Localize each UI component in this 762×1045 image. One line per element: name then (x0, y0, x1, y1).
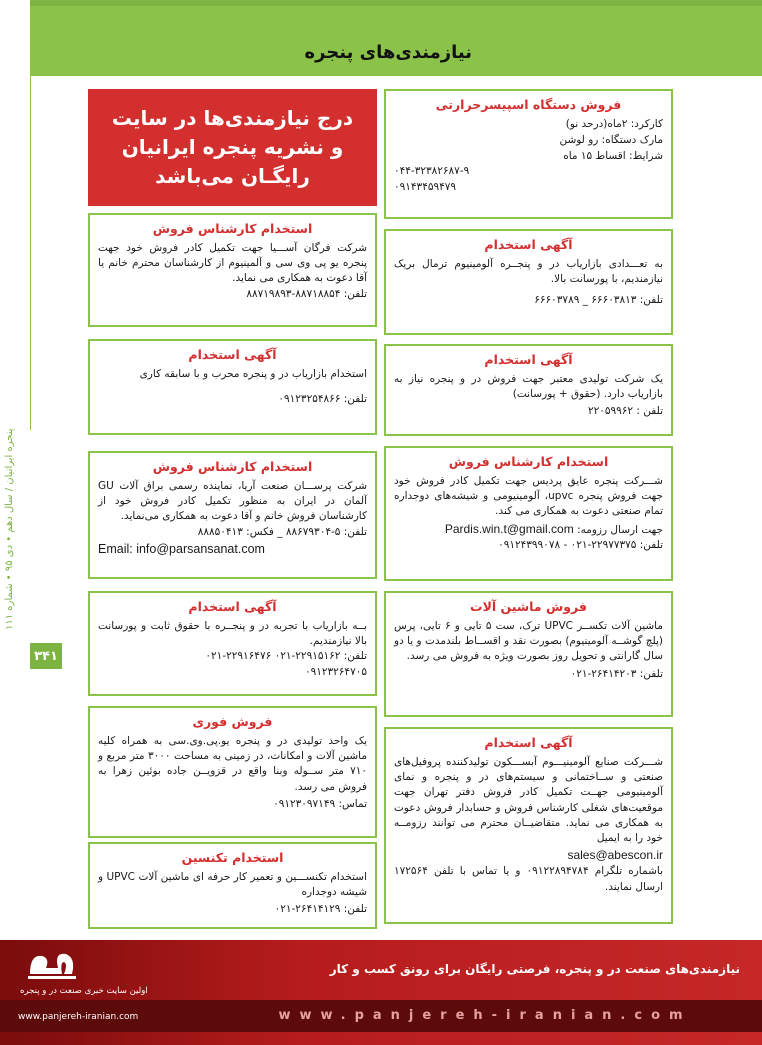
ad-email-row (394, 520, 663, 539)
ad-phone: تلفن: ۲۶۴۱۴۱۲۹-۰۲۱ (274, 903, 367, 916)
ad-phone: ۰۹۱۴۳۴۵۹۴۷۹ (394, 181, 457, 193)
ad-email-label: جهت ارسال رزومه: (577, 523, 663, 536)
ad-job-marketer-salary (88, 591, 377, 696)
ad-phone: تلفن: ۲۲۹۱۵۱۶۲-۰۲۱ ۲۲۹۱۶۴۷۶-۰۲۱ (205, 650, 367, 663)
ad-body: شرکت پرســـان صنعت آریا، نماینده رسمی براق آلات GU آلمان در ایران به منظور تکمیل کادر فروش خود از کارشناسان فروش خانم و آقا دعوت به همکاری می‌نماید. (98, 480, 367, 523)
footer-tagline: نیازمندی‌های صنعت در و پنجره، فرصتی رایگان برای رونق کسب و کار (329, 962, 740, 976)
ad-line: مارک دستگاه: رو لوشن (559, 133, 663, 146)
ad-title: آگهی استخدام (484, 352, 573, 367)
ad-body: بــه بازاریاب با تجربه در و پنجــره با حقوق ثابت و پورسانت بالا نیازمندیم. (98, 620, 367, 648)
ad-body: شـــرکت صنایع آلومینیـــوم آبســـکون تولیدکننده پروفیل‌های صنعتی و ســاختمانی و سیستم‌های در و پنجره و نمای آلومینیومی جهــت تکمیل کادر فروش دفتر تهران جهت موقعیت‌های شغلی کارشناس فروش و حسابدار فروش دعوت به همکاری می نماید. متقاضیــان محترم می توانند رزومــه خود را به ایمیل (394, 756, 663, 845)
ad-title: استخدام کارشناس فروش (448, 454, 609, 469)
ad-phone: ۰۹۱۲۳۲۶۴۷۰۵ (304, 666, 367, 679)
ad-job-sales-fargan (88, 213, 377, 327)
ad-phone: تماس: ۰۹۱۲۳۰۹۷۱۴۹ (273, 797, 367, 810)
ad-body: یک شرکت تولیدی معتبر جهت فروش در و پنجره نیاز به بازاریاب دارد. (حقوق + پورسانت) (394, 373, 663, 401)
ad-title: فروش ماشین آلات (470, 599, 587, 614)
logo-tagline: اولین سایت خبری صنعت در و پنجره (20, 986, 148, 996)
ad-phone: تلفن: ۸۸۷۱۸۸۵۴-۸۸۷۱۹۸۹۳ (246, 287, 367, 300)
footer-url[interactable]: www.panjereh-iranian.com (278, 1008, 692, 1023)
page-header (30, 0, 762, 76)
ad-spacer-machine-sale (384, 89, 673, 219)
ad-body: به تعـــدادی بازاریاب در و پنجــره آلومینیوم ترمال بریک نیازمندیم، با پورسانت بالا. (394, 258, 663, 286)
ad-email[interactable]: sales@abescon.ir (567, 848, 663, 863)
ad-body: شـــرکت پنجره عایق پردیس جهت تکمیل کادر فروش خود جهت فروش پنجره upvc، آلومینیومی و شیشه‌های دوجداره تمام صنعتی دعوت به همکاری می کند. (394, 475, 663, 518)
ad-job-technician (88, 842, 377, 929)
ad-body: استخدام تکنســـین و تعمیر کار حرفه ای ماشین آلات UPVC و شیشه دوجداره (98, 871, 367, 899)
ad-body: شرکت فرگان آســـیا جهت تکمیل کادر فروش خود جهت پنجره یو پی وی سی و آلمینیوم از کارشناسان محترم خانم یا آقا دعوت به همکاری می نماید. (98, 242, 367, 285)
promo-banner (88, 89, 377, 206)
ad-job-marketer-producer (384, 344, 673, 436)
ad-job-marketer-experienced (88, 339, 377, 435)
ad-phone: تلفن: ۲۲۹۷۷۳۷۵-۰۲۱ - ۰۹۱۲۴۳۹۹۰۷۸ (498, 539, 663, 552)
page-title: نیازمندی‌های پنجره (304, 42, 472, 63)
ad-phone: تلفن: ۶۶۶۰۳۸۱۳ _ ۶۶۶۰۳۷۸۹ (534, 294, 663, 307)
ad-title: فروش فوری (192, 714, 273, 729)
ad-line: کارکرد: ۲ماه(درحد نو) (565, 118, 663, 130)
ad-phone: تلفن: ۰۹۱۲۳۲۵۴۸۶۶ (278, 393, 367, 406)
ad-title: فروش دستگاه اسپیسرحرارتی (435, 97, 622, 112)
ad-title: آگهی استخدام (484, 237, 573, 252)
ad-job-sales-parsan (88, 451, 377, 579)
side-issue-text: پنجره ایرانیان / سال دهم • دی ۹۵ • شماره ۱۱۱ (4, 428, 15, 630)
page-number: ۳۴۱ (30, 643, 62, 669)
ad-email[interactable]: Email: info@parsansanat.com (98, 542, 265, 557)
ad-line: شرایط: اقساط ۱۵ ماه (563, 149, 663, 162)
ad-title: آگهی استخدام (484, 735, 573, 750)
ad-job-abescon (384, 727, 673, 924)
logo-url[interactable]: www.panjereh-iranian.com (18, 1012, 139, 1022)
ad-machine-sale-upvc (384, 591, 673, 717)
ad-body: ماشین آلات تکســر UPVC ترک، ست ۵ تایی و ۶ تایی، پرس (پلچ گوشــه آلومینیوم) بصورت نقد و اقســاط بلندمدت و یا دو سال گارانتی و تحویل روز بصورت ویژه به فروش می رسد. (394, 620, 663, 663)
ad-job-marketer-thermal (384, 229, 673, 335)
ad-phone: تلفن: ۵-۸۸۶۷۹۳۰۴ _ فکس: ۸۸۸۵۰۴۱۳ (197, 525, 367, 538)
panjereh-logo-icon (24, 944, 80, 990)
ad-urgent-sale (88, 706, 377, 838)
promo-line-3: رایگـان می‌باشد (155, 164, 310, 188)
ad-phone: ۰۴۴-۳۲۳۸۲۶۸۷-۹ (394, 165, 470, 178)
ad-title: استخدام کارشناس فروش (152, 459, 313, 474)
ad-phone: تلفن : ۲۲۰۵۹۹۶۲ (587, 405, 663, 418)
ad-title: آگهی استخدام (188, 347, 277, 362)
ad-title: آگهی استخدام (188, 599, 277, 614)
ad-body: استخدام بازاریاب در و پنجره محرب و با سابقه کاری (139, 368, 367, 380)
promo-line-1: درج نیازمندی‌ها در سایت (111, 106, 354, 130)
ad-title: استخدام تکنسین (181, 850, 284, 865)
ad-email[interactable]: Pardis.win.t@gmail.com (444, 521, 574, 536)
ad-body-tail: باشماره تلگرام ۰۹۱۲۲۸۹۴۷۸۴ و یا تماس با تلفن ۱۷۲۵۶۴ ارسال نمایند. (394, 865, 663, 893)
promo-line-2: و نشریه پنجره ایرانیان (121, 135, 344, 159)
ad-job-sales-pardis (384, 446, 673, 581)
ad-title: استخدام کارشناس فروش (152, 221, 313, 236)
ad-phone: تلفن: ۲۶۴۱۴۲۰۳-۰۲۱ (570, 667, 663, 680)
ad-body: یک واحد تولیدی در و پنجره یو.پی.وی.سی به همراه کلیه ماشین آلات و امکانات، در زمینی به مساحت ۳۰۰۰ متر مربع و ۷۱۰ متر ســوله وبنا واقع در قزویــن جاده بوئین زهرا به فروش می رسد. (98, 735, 367, 793)
